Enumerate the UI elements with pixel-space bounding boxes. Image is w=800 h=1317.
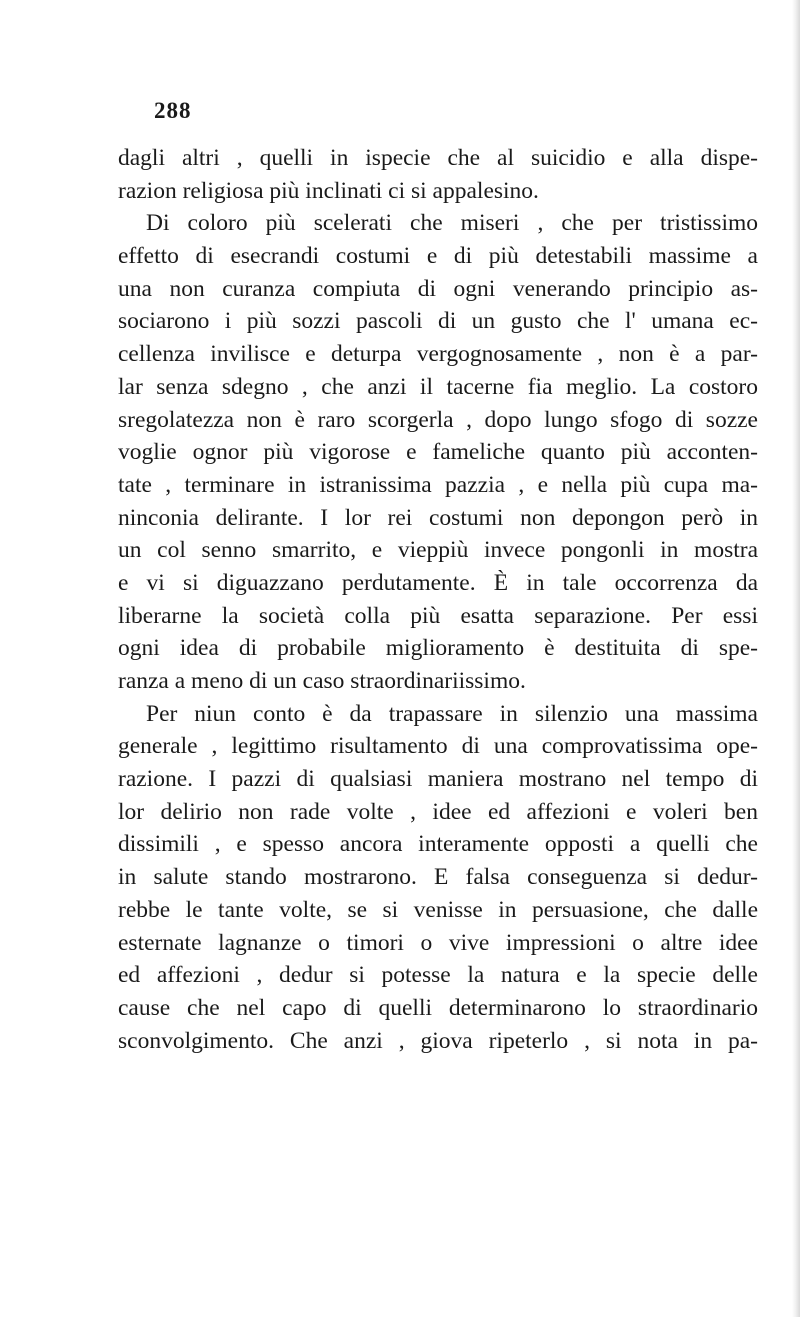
text-line: generale , legittimo risultamento di una comprovatissima ope- xyxy=(118,733,758,760)
text-line: dissimili , e spesso ancora interamente opposti a quelli che xyxy=(118,831,758,858)
page-number: 288 xyxy=(154,98,192,123)
text-line: tate , terminare in istranissima pazzia , e nella più cupa ma- xyxy=(118,471,758,498)
text-line: sconvolgimento. Che anzi , giova ripeterlo , si nota in pa- xyxy=(118,1027,758,1054)
text-line: cellenza invilisce e deturpa vergognosamente , non è a par- xyxy=(118,341,758,368)
text-line: ninconia delirante. I lor rei costumi non depongon però in xyxy=(118,504,758,531)
text-line: un col senno smarrito, e vieppiù invece pongonli in mostra xyxy=(118,537,758,564)
text-line: sregolatezza non è raro scorgerla , dopo lungo sfogo di sozze xyxy=(118,406,758,433)
text-line: lor delirio non rade volte , idee ed affezioni e voleri ben xyxy=(118,798,758,825)
text-line: e vi si diguazzano perdutamente. È in tale occorrenza da xyxy=(118,569,758,596)
text-line: razione. I pazzi di qualsiasi maniera mostrano nel tempo di xyxy=(118,766,758,793)
text-line: lar senza sdegno , che anzi il tacerne fia meglio. La costoro xyxy=(118,373,758,400)
text-line: ranza a meno di un caso straordinariissimo. xyxy=(118,668,526,694)
page-edge-shadow xyxy=(792,0,800,1317)
text-line: una non curanza compiuta di ogni venerando principio as- xyxy=(118,275,758,302)
text-line: ed affezioni , dedur si potesse la natura e la specie delle xyxy=(118,962,758,989)
text-line: dagli altri , quelli in ispecie che al suicidio e alla dispe- xyxy=(118,145,758,171)
text-line: Di coloro più scelerati che miseri , che per tristissimo xyxy=(146,210,758,237)
text-line: effetto di esecrandi costumi e di più detestabili massime a xyxy=(118,243,758,270)
text-line: voglie ognor più vigorose e fameliche quanto più acconten- xyxy=(118,439,758,466)
text-line: sociarono i più sozzi pascoli di un gusto che l' umana ec- xyxy=(118,308,758,335)
text-line: rebbe le tante volte, se si venisse in persuasione, che dalle xyxy=(118,896,758,923)
text-line: razion religiosa più inclinati ci si appalesino. xyxy=(118,177,539,204)
text-line: cause che nel capo di quelli determinarono lo straordinario xyxy=(118,994,758,1021)
text-line: ogni idea di probabile miglioramento è destituita di spe- xyxy=(118,635,758,662)
text-line: Per niun conto è da trapassare in silenzio una massima xyxy=(146,700,758,727)
body-text xyxy=(118,142,758,1057)
text-line: esternate lagnanze o timori o vive impressioni o altre idee xyxy=(118,929,758,956)
text-line: liberarne la società colla più esatta separazione. Per essi xyxy=(118,602,758,629)
text-line: in salute stando mostrarono. E falsa conseguenza si dedur- xyxy=(118,864,758,891)
